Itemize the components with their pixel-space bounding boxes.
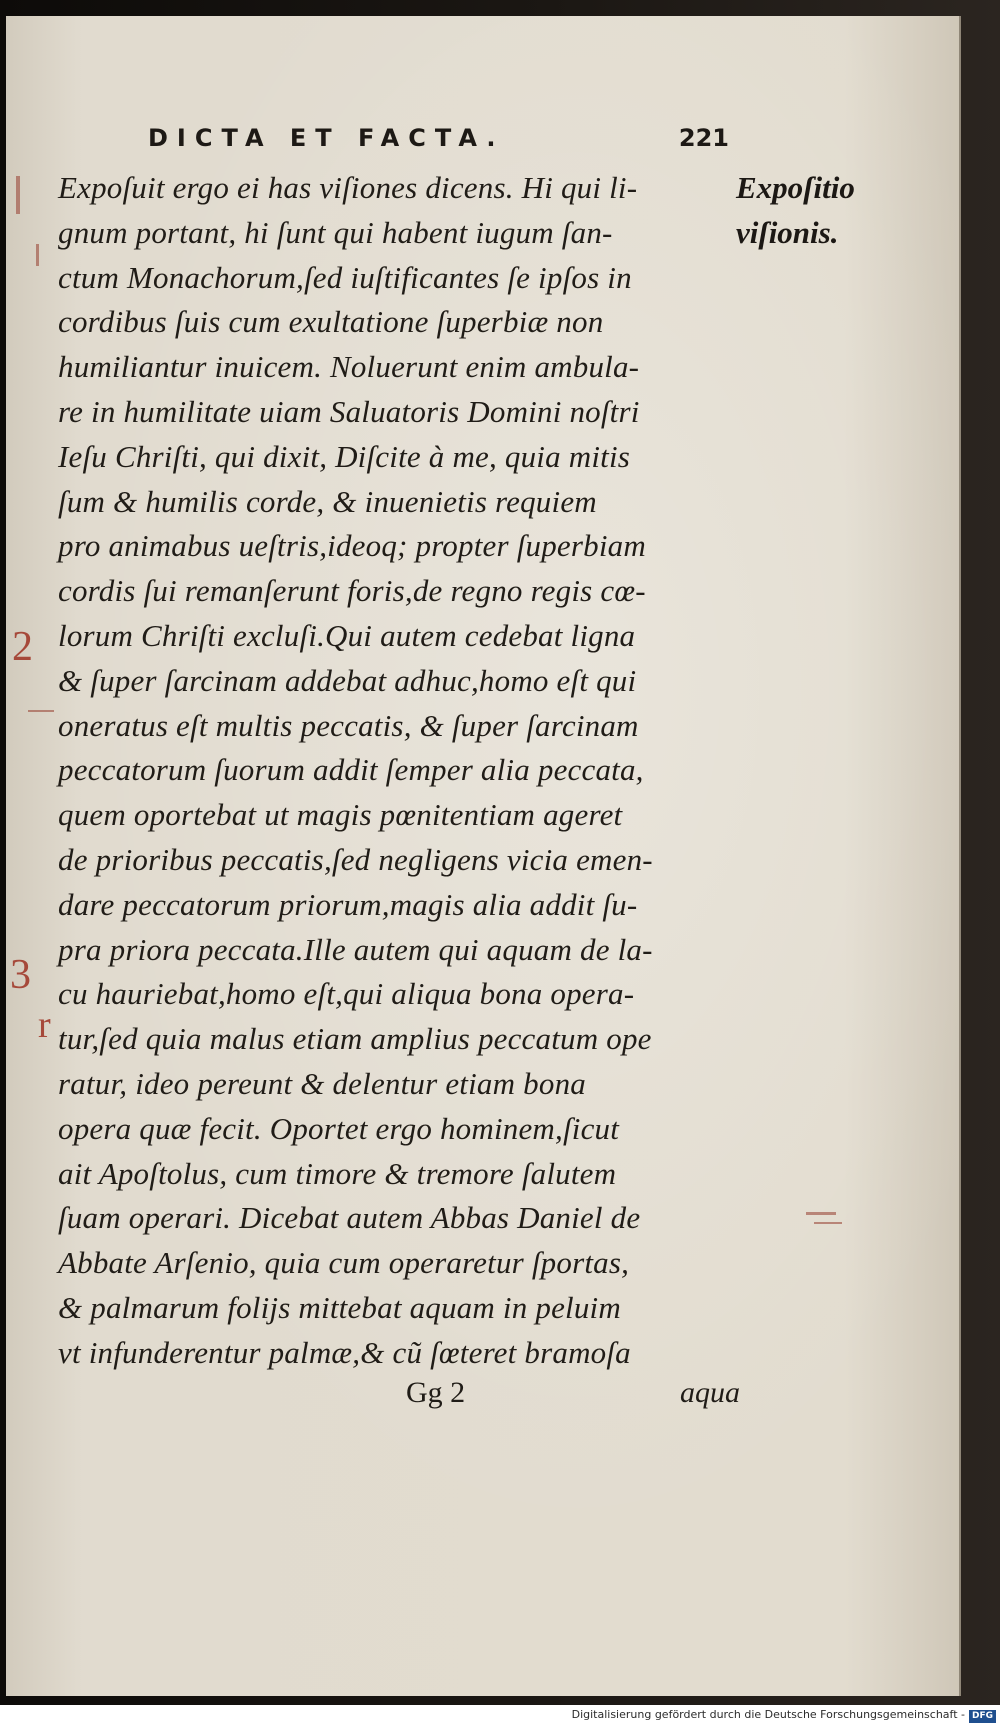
text-line: ait Apoſtolus, cum timore & tremore ſalutem — [58, 1155, 617, 1191]
credit-text: Digitalisierung gefördert durch die Deutsche Forschungsgemeinschaft - — [571, 1708, 965, 1721]
text-line: & palmarum folijs mittebat aquam in peluim — [58, 1289, 621, 1325]
pencil-mark — [28, 710, 54, 712]
text-line: dare peccatorum priorum,magis alia addit ſu- — [58, 886, 638, 922]
page-header — [148, 124, 729, 152]
text-line: pro animabus ueſtris,ideoq; propter ſuperbiam — [58, 528, 646, 564]
page-footer — [58, 1376, 738, 1420]
pencil-mark — [814, 1222, 842, 1224]
pencil-mark — [806, 1212, 836, 1215]
text-line: cordis ſui remanſerunt foris,de regno regis cœ- — [58, 573, 646, 609]
marginal-note — [736, 166, 855, 256]
text-line: pra priora peccata.Ille autem qui aquam de la- — [58, 931, 653, 967]
text-line: gnum portant, hi ſunt qui habent iugum ſan- — [58, 214, 613, 250]
handwritten-annotation: 3 — [10, 952, 31, 998]
handwritten-annotation: r — [38, 1004, 51, 1046]
catchword: aqua — [680, 1376, 740, 1409]
text-line: de prioribus peccatis,ſed negligens vicia emen- — [58, 841, 653, 877]
text-line: quem oportebat ut magis pœnitentiam ageret — [58, 797, 623, 833]
text-line: & ſuper ſarcinam addebat adhuc,homo eſt qui — [58, 662, 637, 698]
handwritten-annotation: 2 — [12, 624, 33, 670]
text-line: ſuam operari. Dicebat autem Abbas Daniel de — [58, 1200, 641, 1236]
page-number: 221 — [678, 124, 729, 152]
text-line: cu hauriebat,homo eſt,qui aliqua bona opera- — [58, 976, 635, 1012]
running-title: DICTA ET FACTA. — [148, 124, 505, 152]
signature-mark: Gg 2 — [406, 1376, 466, 1409]
text-line: ctum Monachorum,ſed iuſtificantes ſe ipſos in — [58, 259, 632, 295]
text-line: Expoſuit ergo ei has viſiones dicens. Hi qui li- — [58, 170, 638, 205]
book-page — [6, 16, 961, 1696]
marginal-line: viſionis. — [736, 214, 839, 250]
text-line: ſum & humilis corde, & inuenietis requiem — [58, 483, 597, 519]
text-line: Ieſu Chriſti, qui dixit, Diſcite à me, quia mitis — [58, 438, 631, 474]
text-line: ratur, ideo pereunt & delentur etiam bona — [58, 1065, 586, 1101]
text-line: Abbate Arſenio, quia cum operaretur ſportas, — [58, 1245, 630, 1281]
text-line: humiliantur inuicem. Noluerunt enim ambula- — [58, 349, 640, 385]
text-line: re in humilitate uiam Saluatoris Domini noſtri — [58, 393, 640, 429]
marginal-line: Expoſitio — [736, 170, 855, 205]
text-line: peccatorum ſuorum addit ſemper alia peccata, — [58, 752, 644, 788]
pencil-mark — [36, 244, 39, 266]
text-line: lorum Chriſti excluſi.Qui autem cedebat ligna — [58, 617, 636, 653]
text-line: oneratus eſt multis peccatis, & ſuper ſarcinam — [58, 707, 639, 743]
text-line: tur,ſed quia malus etiam amplius peccatum ope — [58, 1021, 652, 1057]
dfg-logo: DFG — [969, 1710, 996, 1723]
text-line: vt infunderentur palmæ,& cũ ſœteret bramoſa — [58, 1334, 631, 1370]
text-line: opera quæ fecit. Oportet ergo hominem,ſicut — [58, 1110, 620, 1146]
pencil-mark — [16, 176, 20, 214]
body-text — [58, 166, 738, 1376]
text-line: cordibus ſuis cum exultatione ſuperbiæ non — [58, 304, 604, 340]
credit-bar — [0, 1705, 1000, 1725]
